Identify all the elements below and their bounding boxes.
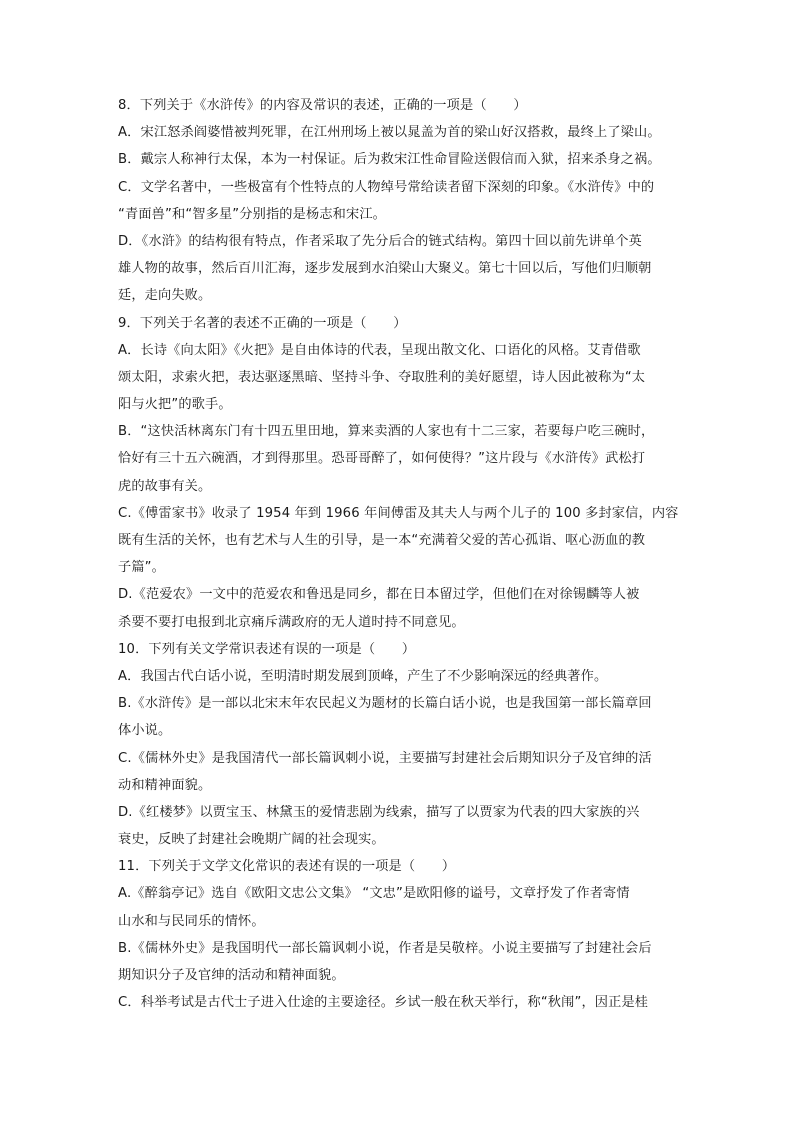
question-8-stem: 8．下列关于《水浒传》的内容及常识的表述，正确的一项是（ ） [118, 98, 527, 113]
document-body [118, 92, 688, 1016]
question-11-option-c-line-1: C．科举考试是古代士子进入仕途的主要途径。乡试一般在秋天举行，称“秋闱”，因正是桂 [118, 995, 649, 1011]
question-8-option-d-line-1: D．《水浒》的结构很有特点，作者采取了先分后合的链式结构。第四十回以前先讲单个英 [118, 233, 642, 249]
question-9-option-c-line-1: C.《傅雷家书》收录了 1954 年到 1966 年间傅雷及其夫人与两个儿子的 100 多封家信，内容 [118, 505, 679, 521]
question-9-option-b-line-3: 虎的故事有关。 [118, 478, 212, 494]
question-8-option-d-line-3: 廷，走向失败。 [118, 288, 212, 304]
question-9-option-b-line-2: 恰好有三十五六碗酒，才到得那里。恐哥哥醉了，如何使得？”这片段与《水浒传》武松打 [118, 451, 646, 467]
question-11-option-b-line-2: 期知识分子及官绅的活动和精神面貌。 [118, 968, 345, 983]
question-9-option-a-line-3: 阳与火把”的歌手。 [118, 397, 232, 413]
question-10-option-a: A．我国古代白话小说，至明清时期发展到顶峰，产生了不少影响深远的经典著作。 [118, 668, 608, 684]
question-8-option-a: A．宋江怒杀阎婆惜被判死罪，在江州刑场上被以晁盖为首的梁山好汉搭救，最终上了梁山。 [118, 125, 661, 141]
question-10-option-b-line-1: B.《水浒传》是一部以北宋末年农民起义为题材的长篇白话小说，也是我国第一部长篇章回 [118, 696, 652, 712]
question-10-option-c-line-1: C.《儒林外史》是我国清代一部长篇讽刺小说，主要描写封建社会后期知识分子及官绅的活 [118, 750, 652, 766]
question-8-option-c-line-2: “青面兽”和“智多星”分别指的是杨志和宋江。 [118, 206, 387, 222]
question-10-option-d-line-2: 衰史，反映了封建社会晚期广阔的社会现实。 [118, 832, 385, 848]
question-8-option-b: B．戴宗人称神行太保，本为一村保证。后为救宋江性命冒险送假信而入狱，招来杀身之祸。 [118, 152, 661, 168]
question-9-option-a-line-2: 颂太阳，求索火把，表达驱逐黑暗、坚持斗争、夺取胜利的美好愿望，诗人因此被称为“太 [118, 369, 646, 385]
question-11-option-b-line-1: B.《儒林外史》是我国明代一部长篇讽刺小说，作者是吴敬梓。小说主要描写了封建社会后 [118, 940, 652, 956]
question-11-option-a-line-2: 山水和与民同乐的情怀。 [118, 913, 265, 929]
question-10-option-d-line-1: D.《红楼梦》以贾宝玉、林黛玉的爱情悲剧为线索，描写了以贾家为代表的四大家族的兴 [118, 804, 640, 820]
question-11-stem: 11．下列关于文学文化常识的表述有误的一项是（ ） [118, 859, 456, 875]
question-9-option-d-line-2: 杀要不要打电报到北京痛斥满政府的无人道时持不同意见。 [118, 614, 465, 630]
question-9-option-d-line-1: D.《范爱农》一文中的范爱农和鲁迅是同乡，都在日本留过学，但他们在对徐锡麟等人被 [118, 587, 640, 603]
question-9-option-b-line-1: B．“这快活林离东门有十四五里田地，算来卖酒的人家也有十二三家，若要每户吃三碗时， [118, 424, 655, 440]
question-11-option-a-line-1: A.《醉翁亭记》选自《欧阳文忠公文集》 “文忠”是欧阳修的谥号，文章抒发了作者寄情 [118, 886, 630, 902]
question-9-stem: 9．下列关于名著的表述不正确的一项是（ ） [118, 315, 407, 331]
question-10-option-b-line-2: 体小说。 [118, 723, 172, 739]
question-9-option-c-line-3: 子篇”。 [118, 560, 165, 576]
question-8-option-c-line-1: C．文学名著中，一些极富有个性特点的人物绰号常给读者留下深刻的印象。《水浒传》中的 [118, 179, 655, 195]
question-9-option-a-line-1: A．长诗《向太阳》《火把》是自由体诗的代表，呈现出散文化、口语化的风格。艾青借歌 [118, 342, 641, 358]
question-10-option-c-line-2: 动和精神面貌。 [118, 777, 212, 793]
question-10-stem: 10．下列有关文学常识表述有误的一项是（ ） [118, 641, 416, 657]
question-9-option-c-line-2: 既有生活的关怀，也有艺术与人生的引导，是一本“充满着父爱的苦心孤诣、呕心沥血的教 [118, 533, 646, 548]
question-8-option-d-line-2: 雄人物的故事，然后百川汇海，逐步发展到水泊梁山大聚义。第七十回以后，写他们归顺朝 [118, 261, 652, 277]
